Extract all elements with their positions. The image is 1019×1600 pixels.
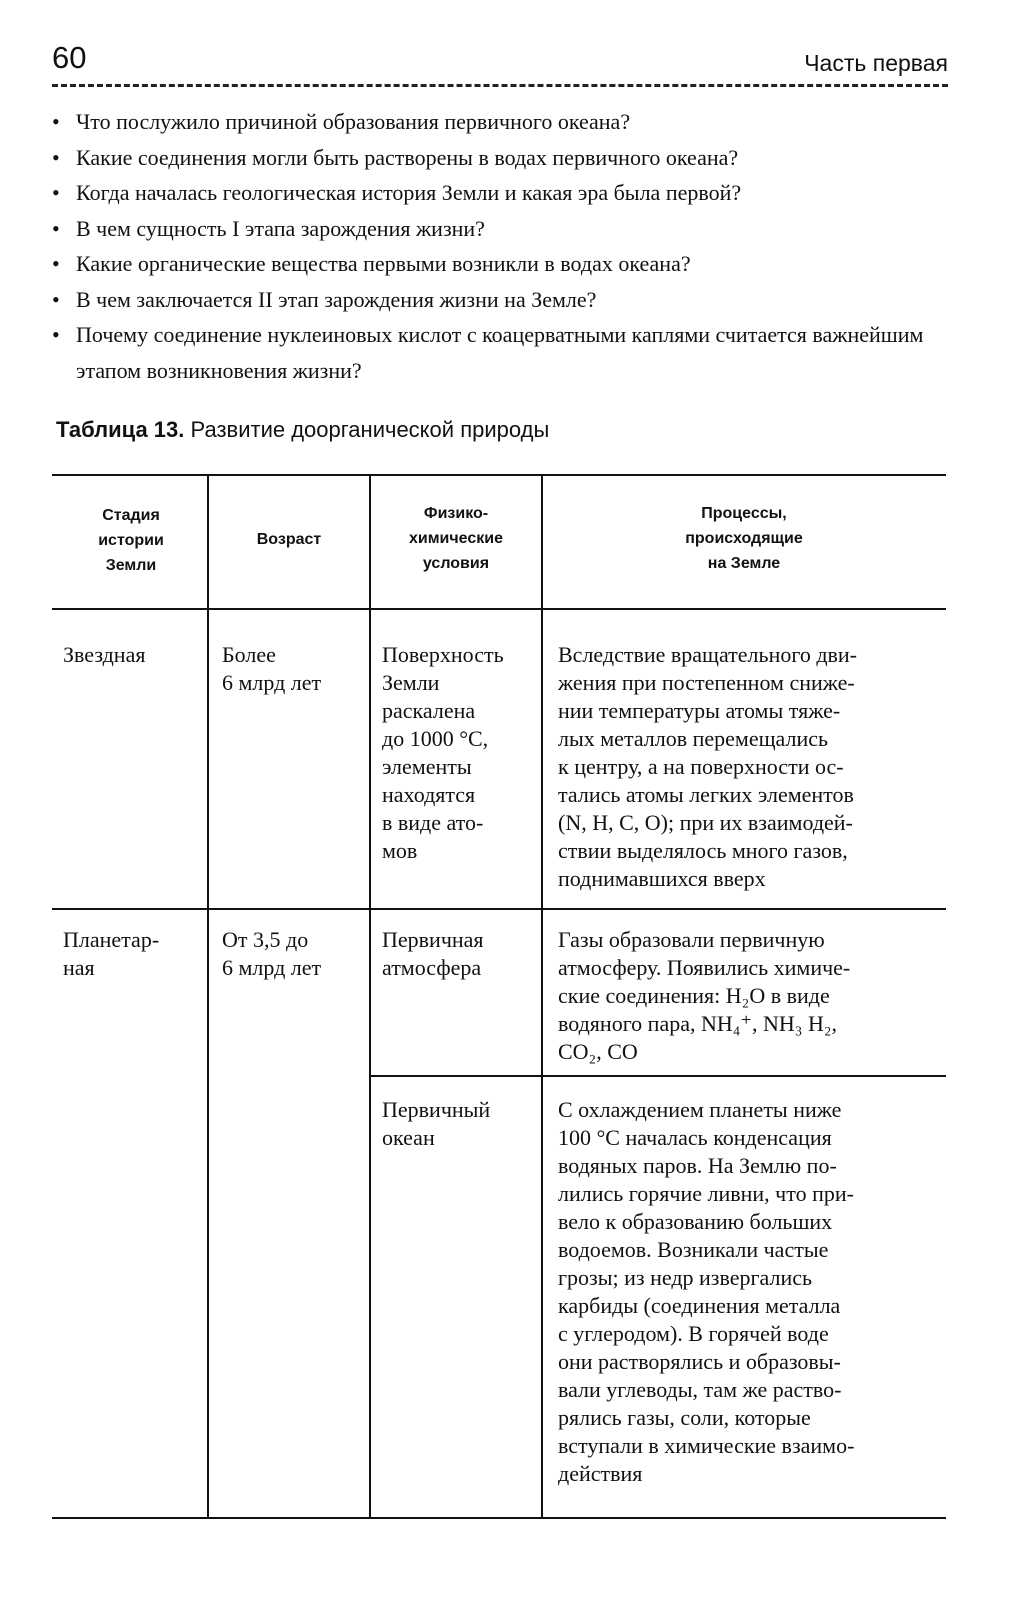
stellar-conditions-line: раскалена [382, 698, 476, 723]
review-questions [52, 104, 942, 388]
planetary-age-line: 6 млрд лет [222, 955, 322, 980]
table-caption-text: Развитие доорганической природы [190, 417, 550, 442]
ocean-processes-line: лились горячие ливни, что при- [558, 1181, 854, 1206]
atmosphere-processes-line: ские соединения: H₂O в виде [558, 983, 830, 1008]
stellar-conditions-line: Поверхность [382, 642, 504, 667]
stellar-conditions-line: мов [382, 838, 418, 863]
section-title: Часть первая [804, 50, 948, 76]
stellar-age [222, 641, 321, 697]
atmosphere-processes-line: CO₂, CO [558, 1039, 638, 1064]
ocean-processes-line: они растворялись и образовы- [558, 1349, 841, 1374]
stellar-stage [63, 641, 145, 669]
atmosphere-conditions-line: атмосфера [382, 955, 482, 980]
ocean-processes-line: водоемов. Возникали частые [558, 1237, 829, 1262]
stellar-processes-line: ствии выделялось много газов, [558, 838, 848, 863]
planetary-stage-line: Планетар- [63, 927, 160, 952]
stellar-processes-line: лых металлов перемещались [558, 726, 829, 751]
stellar-processes-line: к центру, а на поверхности ос- [558, 754, 844, 779]
question-item: • Что послужило причиной образования первичного океана? [52, 104, 942, 140]
ocean-processes-line: водяных паров. На Землю по- [558, 1153, 837, 1178]
ocean-processes-line: вали углеводы, там же раство- [558, 1377, 842, 1402]
stellar-conditions-line: в виде ато- [382, 810, 484, 835]
ocean-processes-line: вело к образованию больших [558, 1209, 833, 1234]
header-stage [56, 503, 206, 578]
ocean-conditions [382, 1096, 490, 1152]
stellar-processes-line: нии температуры атомы тяже- [558, 698, 841, 723]
ocean-conditions-line: Первичный [382, 1097, 491, 1122]
header-processes-line: Процессы, [701, 505, 787, 522]
atmosphere-processes [558, 926, 850, 1066]
header-age-line: Возраст [256, 531, 322, 548]
header-conditions-line: условия [422, 555, 490, 572]
header-stage-line: истории [98, 532, 164, 549]
planetary-stage [63, 926, 159, 982]
stellar-processes-line: (N, H, C, O); при их взаимодей- [558, 810, 853, 835]
stellar-processes-line: Вследствие вращательного дви- [558, 642, 857, 667]
planetary-age-line: От 3,5 до [222, 927, 309, 952]
planetary-stage-line: ная [63, 955, 95, 980]
table-caption-label: Таблица 13. [56, 417, 185, 442]
header-processes-line: происходящие [685, 530, 803, 547]
planetary-age [222, 926, 321, 982]
header-processes-line: на Земле [707, 555, 781, 572]
stellar-conditions-line: элементы [382, 754, 472, 779]
question-item: • Какие соединения могли быть растворены в водах первичного океана? [52, 140, 942, 176]
page-header [52, 40, 948, 92]
ocean-processes [558, 1096, 854, 1488]
atmosphere-conditions-line: Первичная [382, 927, 484, 952]
atmosphere-processes-line: водяного пара, NH₄⁺, NH₃ H₂, [558, 1011, 838, 1036]
atmosphere-processes-line: Газы образовали первичную [558, 927, 825, 952]
stellar-age-line: Более [222, 642, 276, 667]
stellar-processes [558, 641, 857, 893]
header-age [210, 527, 368, 552]
question-item: • В чем заключается II этап зарождения жизни на Земле? [52, 282, 942, 318]
stellar-conditions-line: находятся [382, 782, 476, 807]
stellar-processes-line: поднимавшихся вверх [558, 866, 766, 891]
stellar-processes-line: жения при постепенном сниже- [558, 670, 855, 695]
stellar-conditions-line: Земли [382, 670, 440, 695]
ocean-processes-line: 100 °С началась конденсация [558, 1125, 832, 1150]
stellar-processes-line: тались атомы легких элементов [558, 782, 854, 807]
question-item: • Когда началась геологическая история Земли и какая эра была первой? [52, 175, 942, 211]
header-stage-line: Стадия [102, 507, 160, 524]
ocean-processes-line: вступали в химические взаимо- [558, 1433, 855, 1458]
stellar-conditions-line: до 1000 °С, [382, 726, 489, 751]
ocean-processes-line: грозы; из недр извергались [558, 1265, 813, 1290]
table-caption [56, 417, 549, 443]
header-stage-line: Земли [105, 557, 157, 574]
header-conditions-line: Физико- [423, 505, 489, 522]
question-item: • В чем сущность I этапа зарождения жизни? [52, 211, 942, 247]
stellar-stage-line: Звездная [63, 642, 146, 667]
stellar-conditions [382, 641, 504, 865]
atmosphere-conditions [382, 926, 484, 982]
question-item: • Какие органические вещества первыми возникли в водах океана? [52, 246, 942, 282]
stellar-age-line: 6 млрд лет [222, 670, 322, 695]
header-conditions [372, 501, 540, 576]
ocean-processes-line: действия [558, 1461, 643, 1486]
page-number: 60 [52, 40, 87, 75]
header-conditions-line: химические [408, 530, 504, 547]
header-processes [544, 501, 944, 576]
ocean-processes-line: С охлаждением планеты ниже [558, 1097, 842, 1122]
atmosphere-processes-line: атмосферу. Появились химиче- [558, 955, 851, 980]
header-divider [52, 84, 948, 87]
ocean-processes-line: с углеродом). В горячей воде [558, 1321, 829, 1346]
ocean-processes-line: рялись газы, соли, которые [558, 1405, 811, 1430]
ocean-conditions-line: океан [382, 1125, 435, 1150]
ocean-processes-line: карбиды (соединения металла [558, 1293, 841, 1318]
question-item: • Почему соединение нуклеиновых кислот с коацерватными каплями считается важнейшим этапом возникновения жизни? [52, 317, 942, 388]
